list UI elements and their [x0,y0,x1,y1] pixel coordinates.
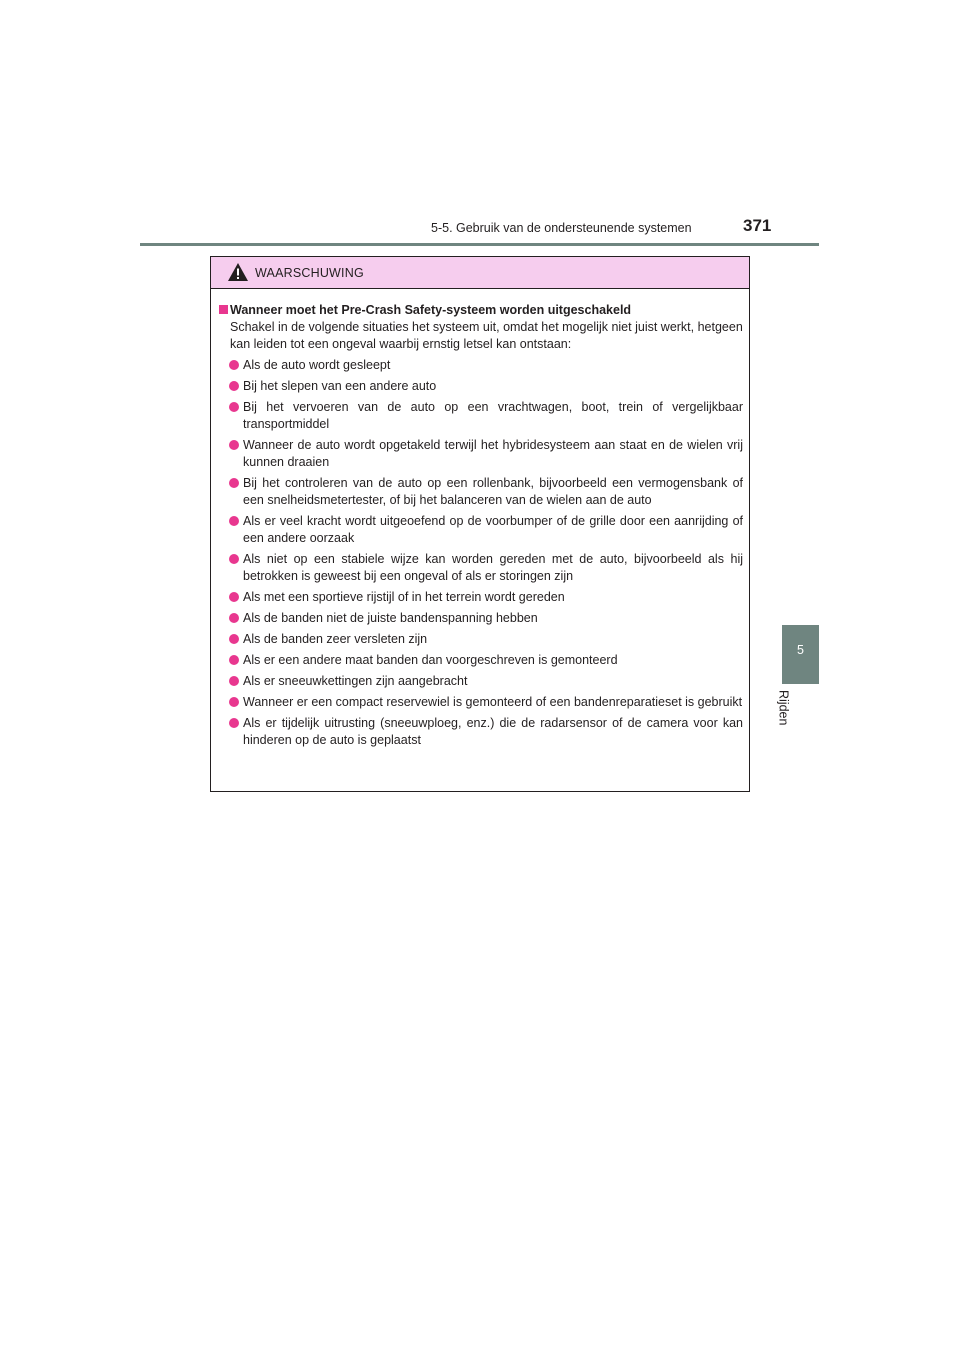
list-item: Wanneer de auto wordt opgetakeld terwijl het hybridesysteem aan staat en de wielen vrij kunnen draaien [218,437,743,471]
warning-content [211,289,749,749]
chapter-label-container [775,690,819,740]
list-item: Als de auto wordt gesleept [218,357,743,374]
list-item: Als er een andere maat banden dan voorgeschreven is gemonteerd [218,652,743,669]
bullet-icon [229,360,239,370]
list-item: Als niet op een stabiele wijze kan worden gereden met de auto, bijvoorbeeld als hij betrokken is geweest bij een ongeval of als er storingen zijn [218,551,743,585]
warning-title: WAARSCHUWING [255,266,364,280]
bullet-icon [229,634,239,644]
list-item: Wanneer er een compact reservewiel is gemonteerd of een bandenreparatieset is gebruikt [218,694,743,711]
bullet-icon [229,516,239,526]
list-item: Bij het vervoeren van de auto op een vrachtwagen, boot, trein of vergelijkbaar transportmiddel [218,399,743,433]
header-divider [140,243,819,246]
warning-box [210,256,750,792]
bullet-icon [229,613,239,623]
list-item: Als er veel kracht wordt uitgeoefend op de voorbumper of de grille door een aanrijding of een andere oorzaak [218,513,743,547]
list-item: Als er tijdelijk uitrusting (sneeuwploeg, enz.) die de radarsensor of de camera voor kan hinderen op de auto is geplaatst [218,715,743,749]
section-heading [218,302,743,319]
warning-header [211,257,749,289]
page-number: 371 [743,216,772,235]
section-heading-text: Wanneer moet het Pre-Crash Safety-systeem worden uitgeschakeld [230,303,632,317]
bullet-icon [229,676,239,686]
bullet-icon [229,440,239,450]
list-item: Bij het controleren van de auto op een rollenbank, bijvoorbeeld een vermogensbank of een snelheidsmetertester, of bij het balanceren van de wielen aan de auto [218,475,743,509]
list-item: Als de banden niet de juiste bandenspanning hebben [218,610,743,627]
chapter-number: 5 [797,643,804,657]
bullet-icon [229,381,239,391]
bullet-icon [229,402,239,412]
bullet-icon [229,697,239,707]
bullet-icon [229,592,239,602]
list-item: Als met een sportieve rijstijl of in het terrein wordt gereden [218,589,743,606]
square-bullet-icon [219,305,228,314]
list-item: Als er sneeuwkettingen zijn aangebracht [218,673,743,690]
section-title: 5-5. Gebruik van de ondersteunende systemen [431,221,692,235]
intro-text: Schakel in de volgende situaties het systeem uit, omdat het mogelijk niet juist werkt, hetgeen kan leiden tot een ongeval waarbij ernstig letsel kan ontstaan: [230,320,743,351]
chapter-tab [782,625,819,684]
bullet-icon [229,554,239,564]
warning-list [218,357,743,749]
bullet-icon [229,718,239,728]
list-item: Als de banden zeer versleten zijn [218,631,743,648]
warning-triangle-icon [227,262,249,282]
chapter-label: Rijden [775,690,790,726]
bullet-icon [229,478,239,488]
list-item: Bij het slepen van een andere auto [218,378,743,395]
bullet-icon [229,655,239,665]
